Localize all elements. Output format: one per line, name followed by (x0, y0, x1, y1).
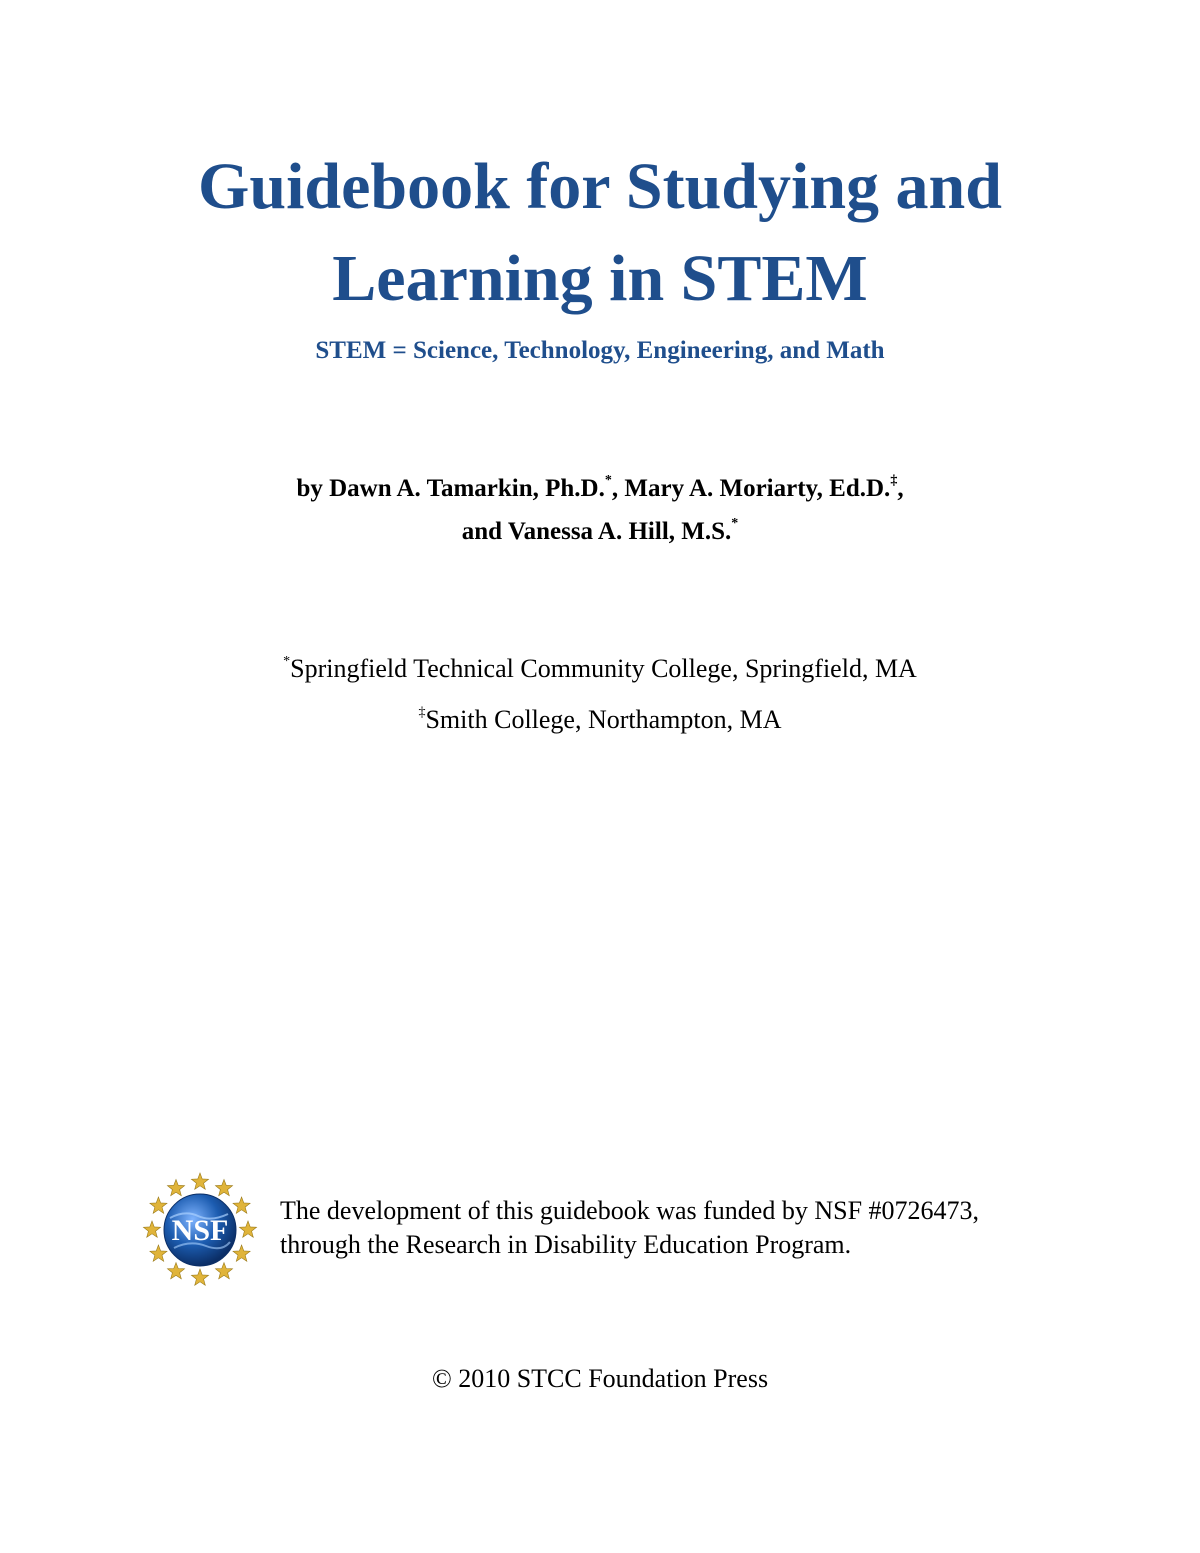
funding-text (280, 1194, 979, 1262)
nsf-star-icon (233, 1245, 250, 1261)
authors-line-1 (0, 472, 1200, 510)
author-1: by Dawn A. Tamarkin, Ph.D. (296, 475, 605, 502)
copyright: © 2010 STCC Foundation Press (431, 1364, 769, 1393)
nsf-star-icon (150, 1245, 167, 1261)
title-line-2: Learning in STEM (332, 242, 868, 315)
author-3-mark: * (731, 516, 739, 531)
nsf-star-icon (143, 1221, 160, 1237)
author-3: and Vanessa A. Hill, M.S. (461, 518, 732, 545)
authors-line-1-suffix: , (897, 475, 904, 502)
nsf-logo-icon (140, 1170, 260, 1290)
nsf-star-icon (215, 1263, 232, 1279)
author-1-mark: * (604, 473, 612, 488)
nsf-star-icon (215, 1179, 232, 1195)
affiliation-1-text: Springfield Technical Community College, Springfield, MA (290, 654, 917, 683)
affiliation-1-mark: * (283, 654, 291, 669)
author-2-mark: ‡ (890, 473, 898, 488)
funding-line-2: through the Research in Disability Education Program. (280, 1230, 852, 1259)
nsf-logo-text: NSF (171, 1214, 229, 1247)
affiliation-2-mark: ‡ (418, 705, 426, 720)
nsf-star-icon (167, 1263, 184, 1279)
title-line-1: Guidebook for Studying and (198, 150, 1002, 223)
funding-line-1: The development of this guidebook was funded by NSF #0726473, (280, 1196, 980, 1225)
affiliation-1 (0, 652, 1200, 691)
nsf-star-icon (167, 1179, 184, 1195)
nsf-star-icon (233, 1197, 250, 1213)
subtitle: STEM = Science, Technology, Engineering, and Math (315, 337, 885, 364)
nsf-star-icon (191, 1269, 208, 1285)
affiliation-2 (0, 703, 1200, 742)
authors-line-2 (0, 515, 1200, 553)
funding-block (140, 1170, 1100, 1290)
author-2: , Mary A. Moriarty, Ed.D. (611, 475, 891, 502)
nsf-star-icon (150, 1197, 167, 1213)
nsf-star-icon (191, 1173, 208, 1189)
affiliation-2-text: Smith College, Northampton, MA (425, 705, 782, 734)
nsf-star-icon (239, 1221, 256, 1237)
